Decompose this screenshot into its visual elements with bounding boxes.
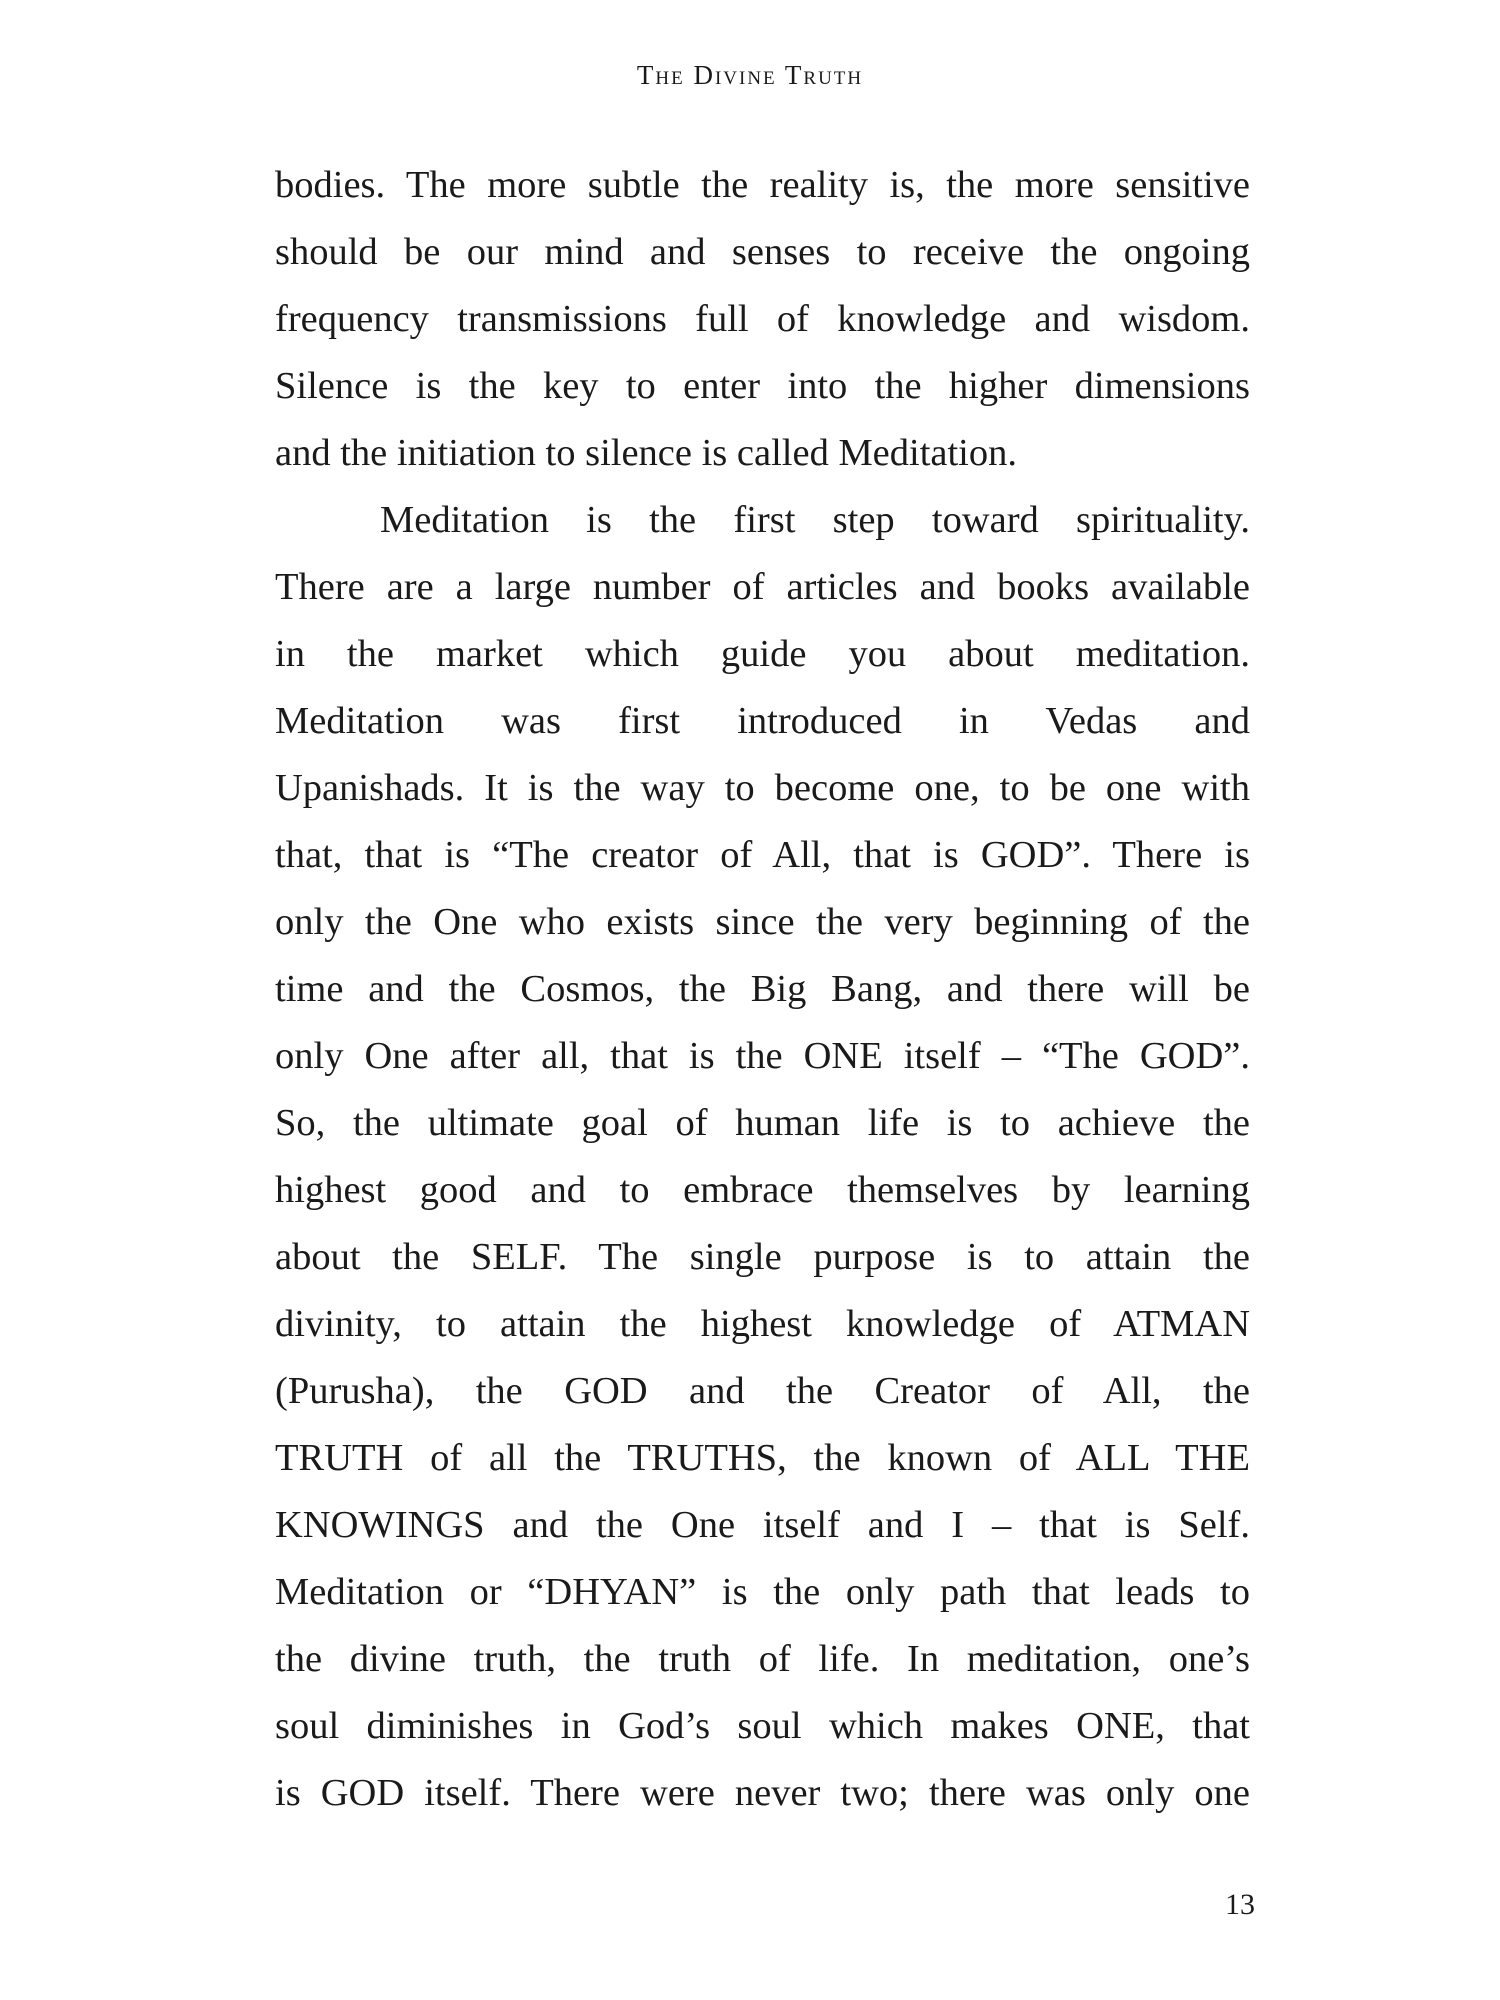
text-line: should be our mind and senses to receive the ongoing: [275, 231, 1250, 273]
text-line: (Purusha), the GOD and the Creator of All, the: [275, 1370, 1250, 1412]
text-line: Silence is the key to enter into the higher dimensions: [275, 365, 1250, 407]
text-line: Meditation or “DHYAN” is the only path that leads to: [275, 1571, 1250, 1613]
text-line: Upanishads. It is the way to become one, to be one with: [275, 767, 1250, 809]
body-text: [275, 152, 1250, 1827]
text-line: the divine truth, the truth of life. In meditation, one’s: [275, 1638, 1250, 1680]
text-line: Meditation was first introduced in Vedas and: [275, 700, 1250, 742]
running-head: The Divine Truth: [636, 60, 864, 90]
page-number: 13: [1225, 1888, 1255, 1921]
text-line: highest good and to embrace themselves by learning: [275, 1169, 1250, 1211]
text-line: There are a large number of articles and books available: [275, 566, 1250, 608]
text-line: Meditation is the first step toward spirituality.: [380, 499, 1250, 541]
text-line: bodies. The more subtle the reality is, the more sensitive: [275, 164, 1250, 206]
text-line: TRUTH of all the TRUTHS, the known of ALL THE: [275, 1437, 1250, 1479]
text-line: that, that is “The creator of All, that is GOD”. There is: [275, 834, 1250, 876]
text-line: about the SELF. The single purpose is to attain the: [275, 1236, 1250, 1278]
text-line: is GOD itself. There were never two; there was only one: [275, 1772, 1250, 1814]
text-line: in the market which guide you about meditation.: [275, 633, 1250, 675]
text-line: KNOWINGS and the One itself and I – that is Self.: [275, 1504, 1250, 1546]
text-line: only One after all, that is the ONE itself – “The GOD”.: [275, 1035, 1250, 1077]
text-line: frequency transmissions full of knowledge and wisdom.: [275, 298, 1250, 340]
text-line: only the One who exists since the very beginning of the: [275, 901, 1250, 943]
text-line: So, the ultimate goal of human life is to achieve the: [275, 1102, 1250, 1144]
text-line: soul diminishes in God’s soul which makes ONE, that: [275, 1705, 1250, 1747]
text-line: divinity, to attain the highest knowledge of ATMAN: [275, 1303, 1250, 1345]
text-line: and the initiation to silence is called Meditation.: [275, 432, 1018, 474]
text-line: time and the Cosmos, the Big Bang, and there will be: [275, 968, 1250, 1010]
